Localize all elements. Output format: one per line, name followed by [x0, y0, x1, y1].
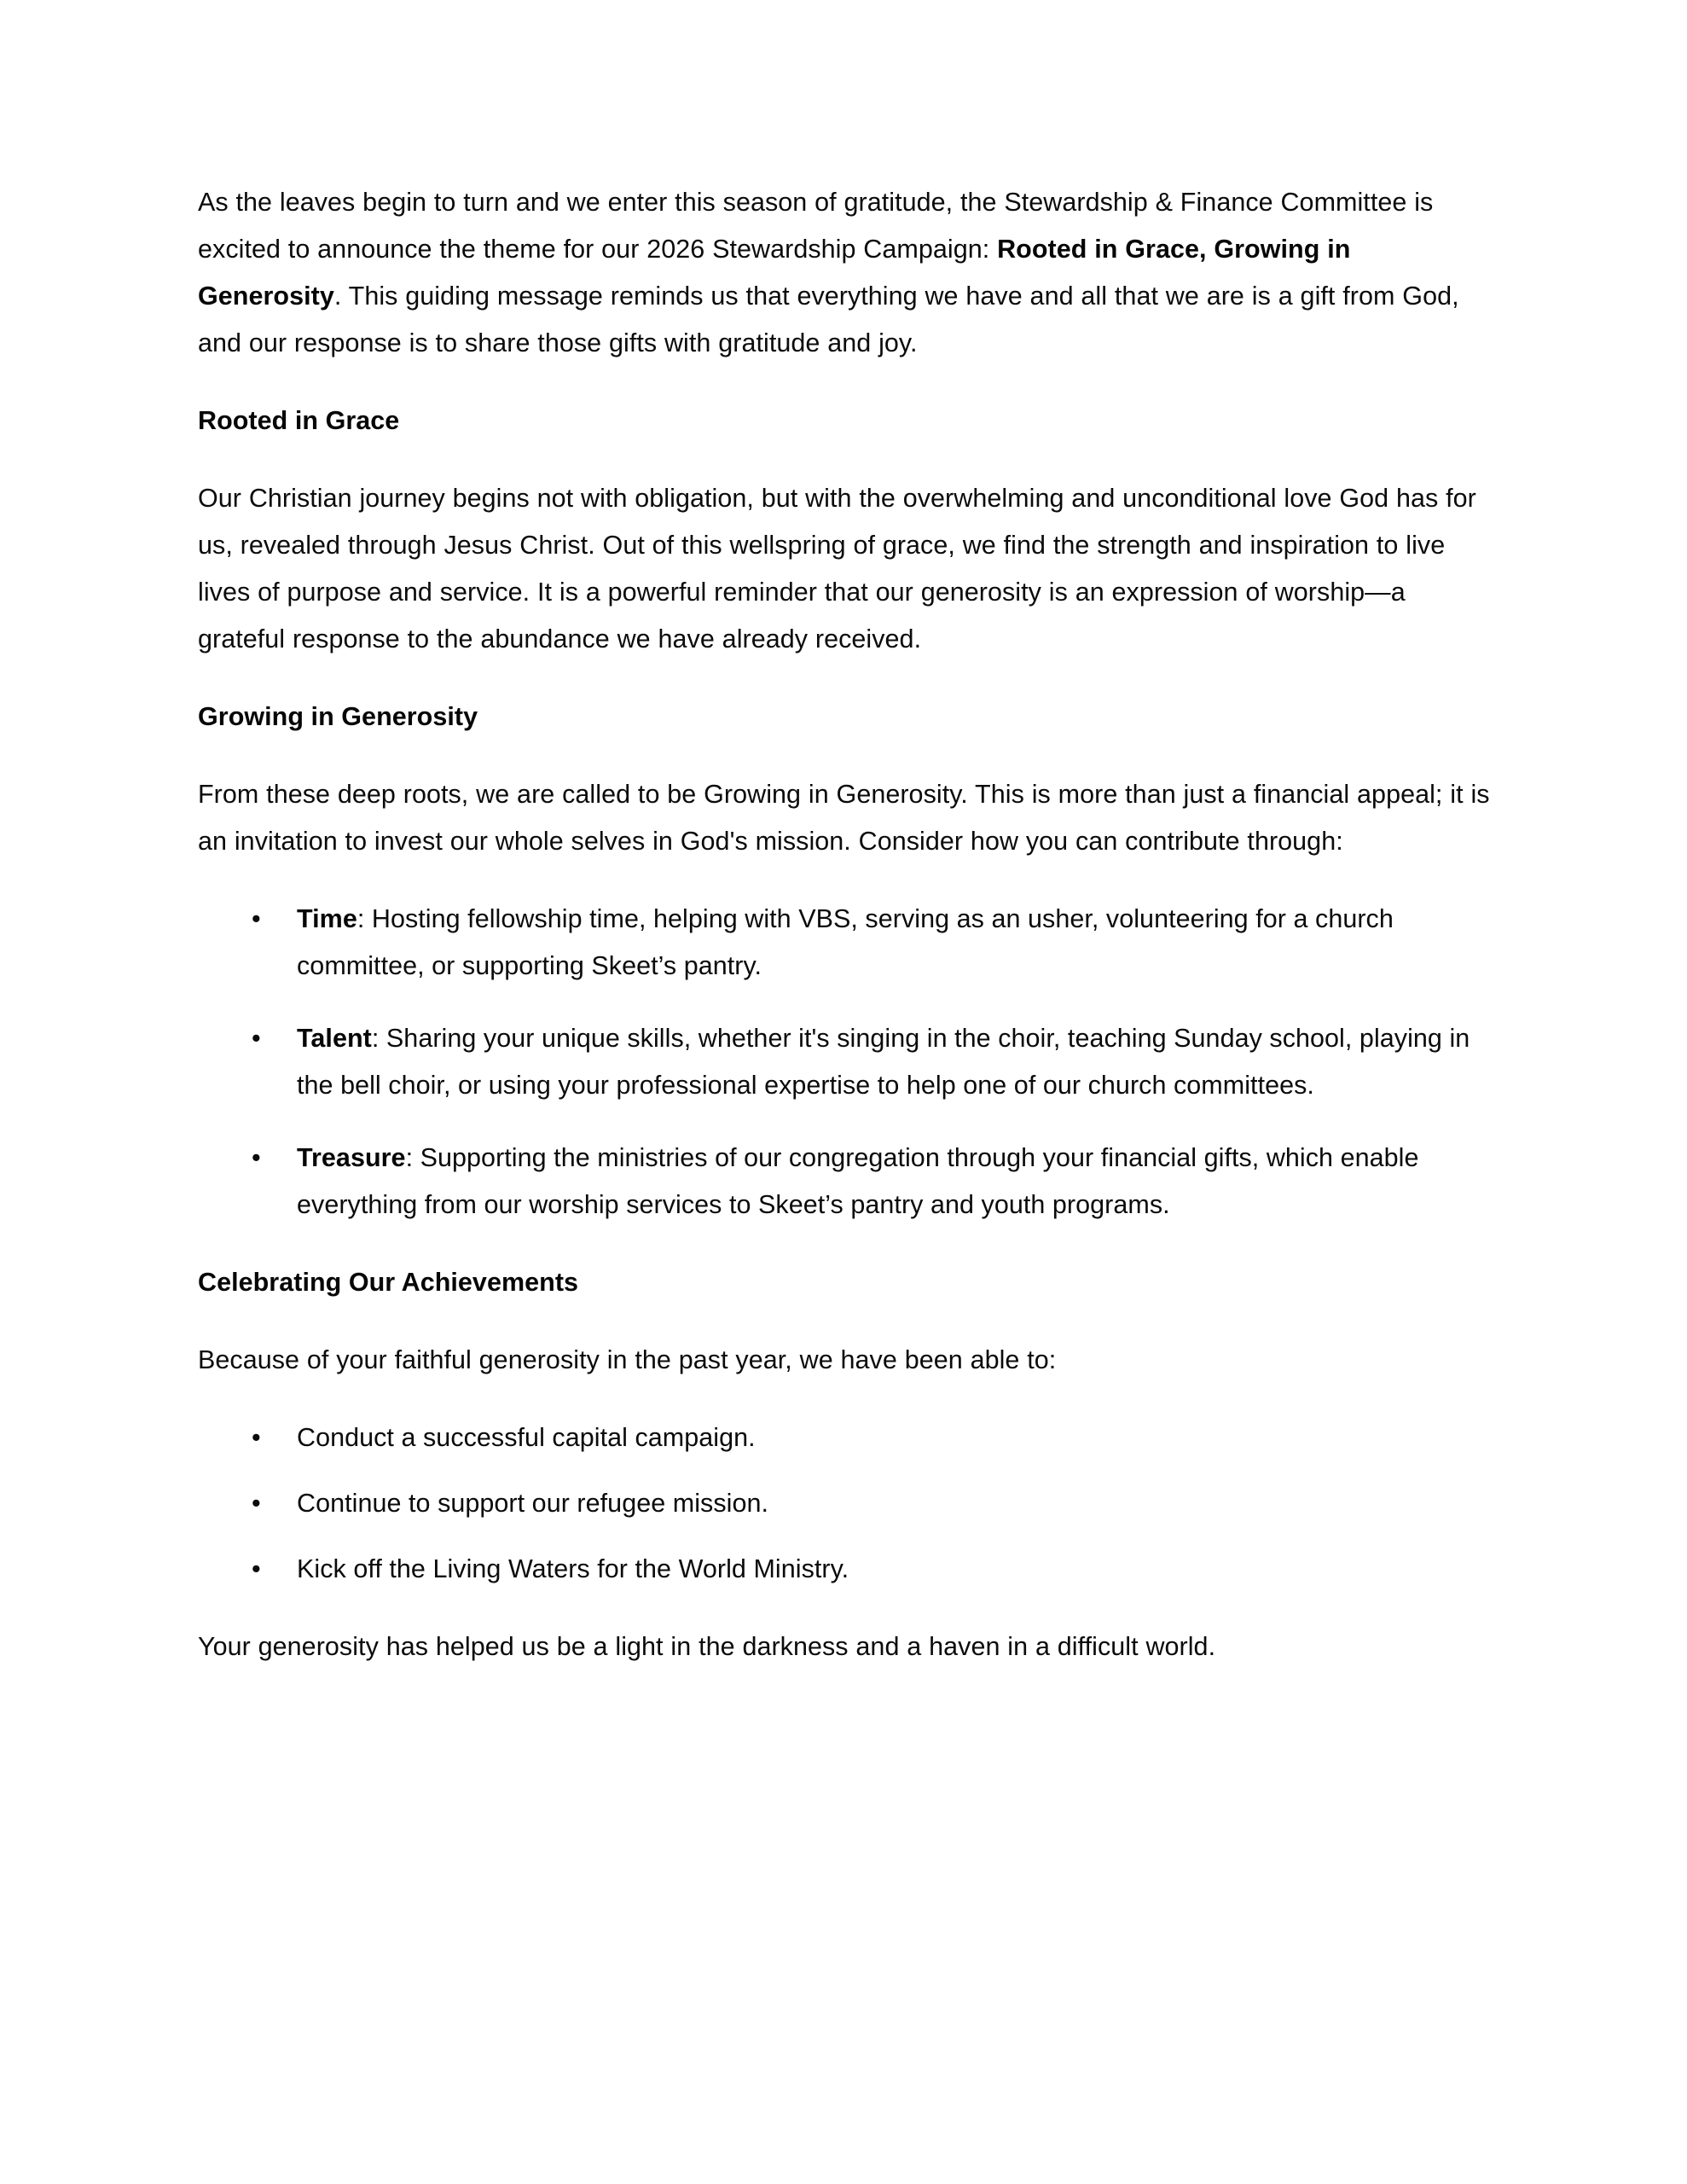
closing-paragraph: Your generosity has helped us be a light in the darkness and a haven in a difficult world. — [198, 1632, 1216, 1661]
bullet-point-icon: • — [252, 1423, 261, 1452]
list-item — [198, 1414, 1490, 1461]
bullet-text-time: : Hosting fellowship time, helping with VBS, serving as an usher, volunteering for a church committee, or supporting Skeet’s pantry. — [297, 904, 1394, 980]
list-item — [198, 1480, 1490, 1527]
bullet-text-treasure: : Supporting the ministries of our congregation through your financial gifts, which enable everything from our worship services to Skeet’s pantry and youth programs. — [297, 1143, 1419, 1219]
list-item — [198, 896, 1490, 990]
achievement-bullet-list — [198, 1414, 1490, 1593]
bullet-label-talent: Talent — [297, 1024, 372, 1053]
list-item — [198, 1015, 1490, 1109]
bullet-text-capital-campaign: Conduct a successful capital campaign. — [297, 1423, 756, 1452]
heading-growing-in-generosity: Growing in Generosity — [198, 702, 478, 731]
bullet-label-time: Time — [297, 904, 357, 933]
campaign-theme-bold: Rooted in Grace, Growing in Generosity — [198, 235, 1351, 311]
heading-celebrating-our-achievements: Celebrating Our Achievements — [198, 1268, 579, 1297]
bullet-label-treasure: Treasure — [297, 1143, 406, 1172]
bullet-point-icon: • — [252, 1554, 261, 1583]
paragraph-rooted-in-grace: Our Christian journey begins not with obligation, but with the overwhelming and unconditional love God has for us, revealed through Jesus Christ. Out of this wellspring of grace, we find the strength and inspiration to live lives of purpose and service. It is a powerful reminder that our generosity is an expression of worship—a grateful response to the abundance we have already received. — [198, 484, 1476, 653]
bullet-text-living-waters: Kick off the Living Waters for the World Ministry. — [297, 1554, 849, 1583]
list-item — [198, 1546, 1490, 1593]
paragraph-achievements-intro: Because of your faithful generosity in the past year, we have been able to: — [198, 1345, 1057, 1374]
bullet-point-icon: • — [252, 1143, 261, 1172]
document-body — [198, 179, 1490, 1701]
bullet-point-icon: • — [252, 904, 261, 933]
intro-paragraph — [198, 179, 1490, 367]
intro-text-part-1: As the leaves begin to turn and we enter this season of gratitude, the Stewardship & Finance Committee is excited to announce the theme for our 2026 Stewardship Campaign: — [198, 188, 1434, 264]
intro-text-part-2: . This guiding message reminds us that everything we have and all that we are is a gift from God, and our response is to share those gifts with gratitude and joy. — [198, 282, 1459, 357]
heading-rooted-in-grace: Rooted in Grace — [198, 406, 400, 435]
list-item — [198, 1135, 1490, 1228]
bullet-text-talent: : Sharing your unique skills, whether it's singing in the choir, teaching Sunday school, playing in the bell choir, or using your professional expertise to help one of our church committees. — [297, 1024, 1470, 1100]
paragraph-growing-in-generosity: From these deep roots, we are called to be Growing in Generosity. This is more than just a financial appeal; it is an invitation to invest our whole selves in God's mission. Consider how you can contribute through: — [198, 780, 1490, 856]
bullet-point-icon: • — [252, 1024, 261, 1053]
bullet-text-refugee-mission: Continue to support our refugee mission. — [297, 1489, 769, 1518]
contribution-bullet-list — [198, 896, 1490, 1228]
bullet-point-icon: • — [252, 1489, 261, 1518]
